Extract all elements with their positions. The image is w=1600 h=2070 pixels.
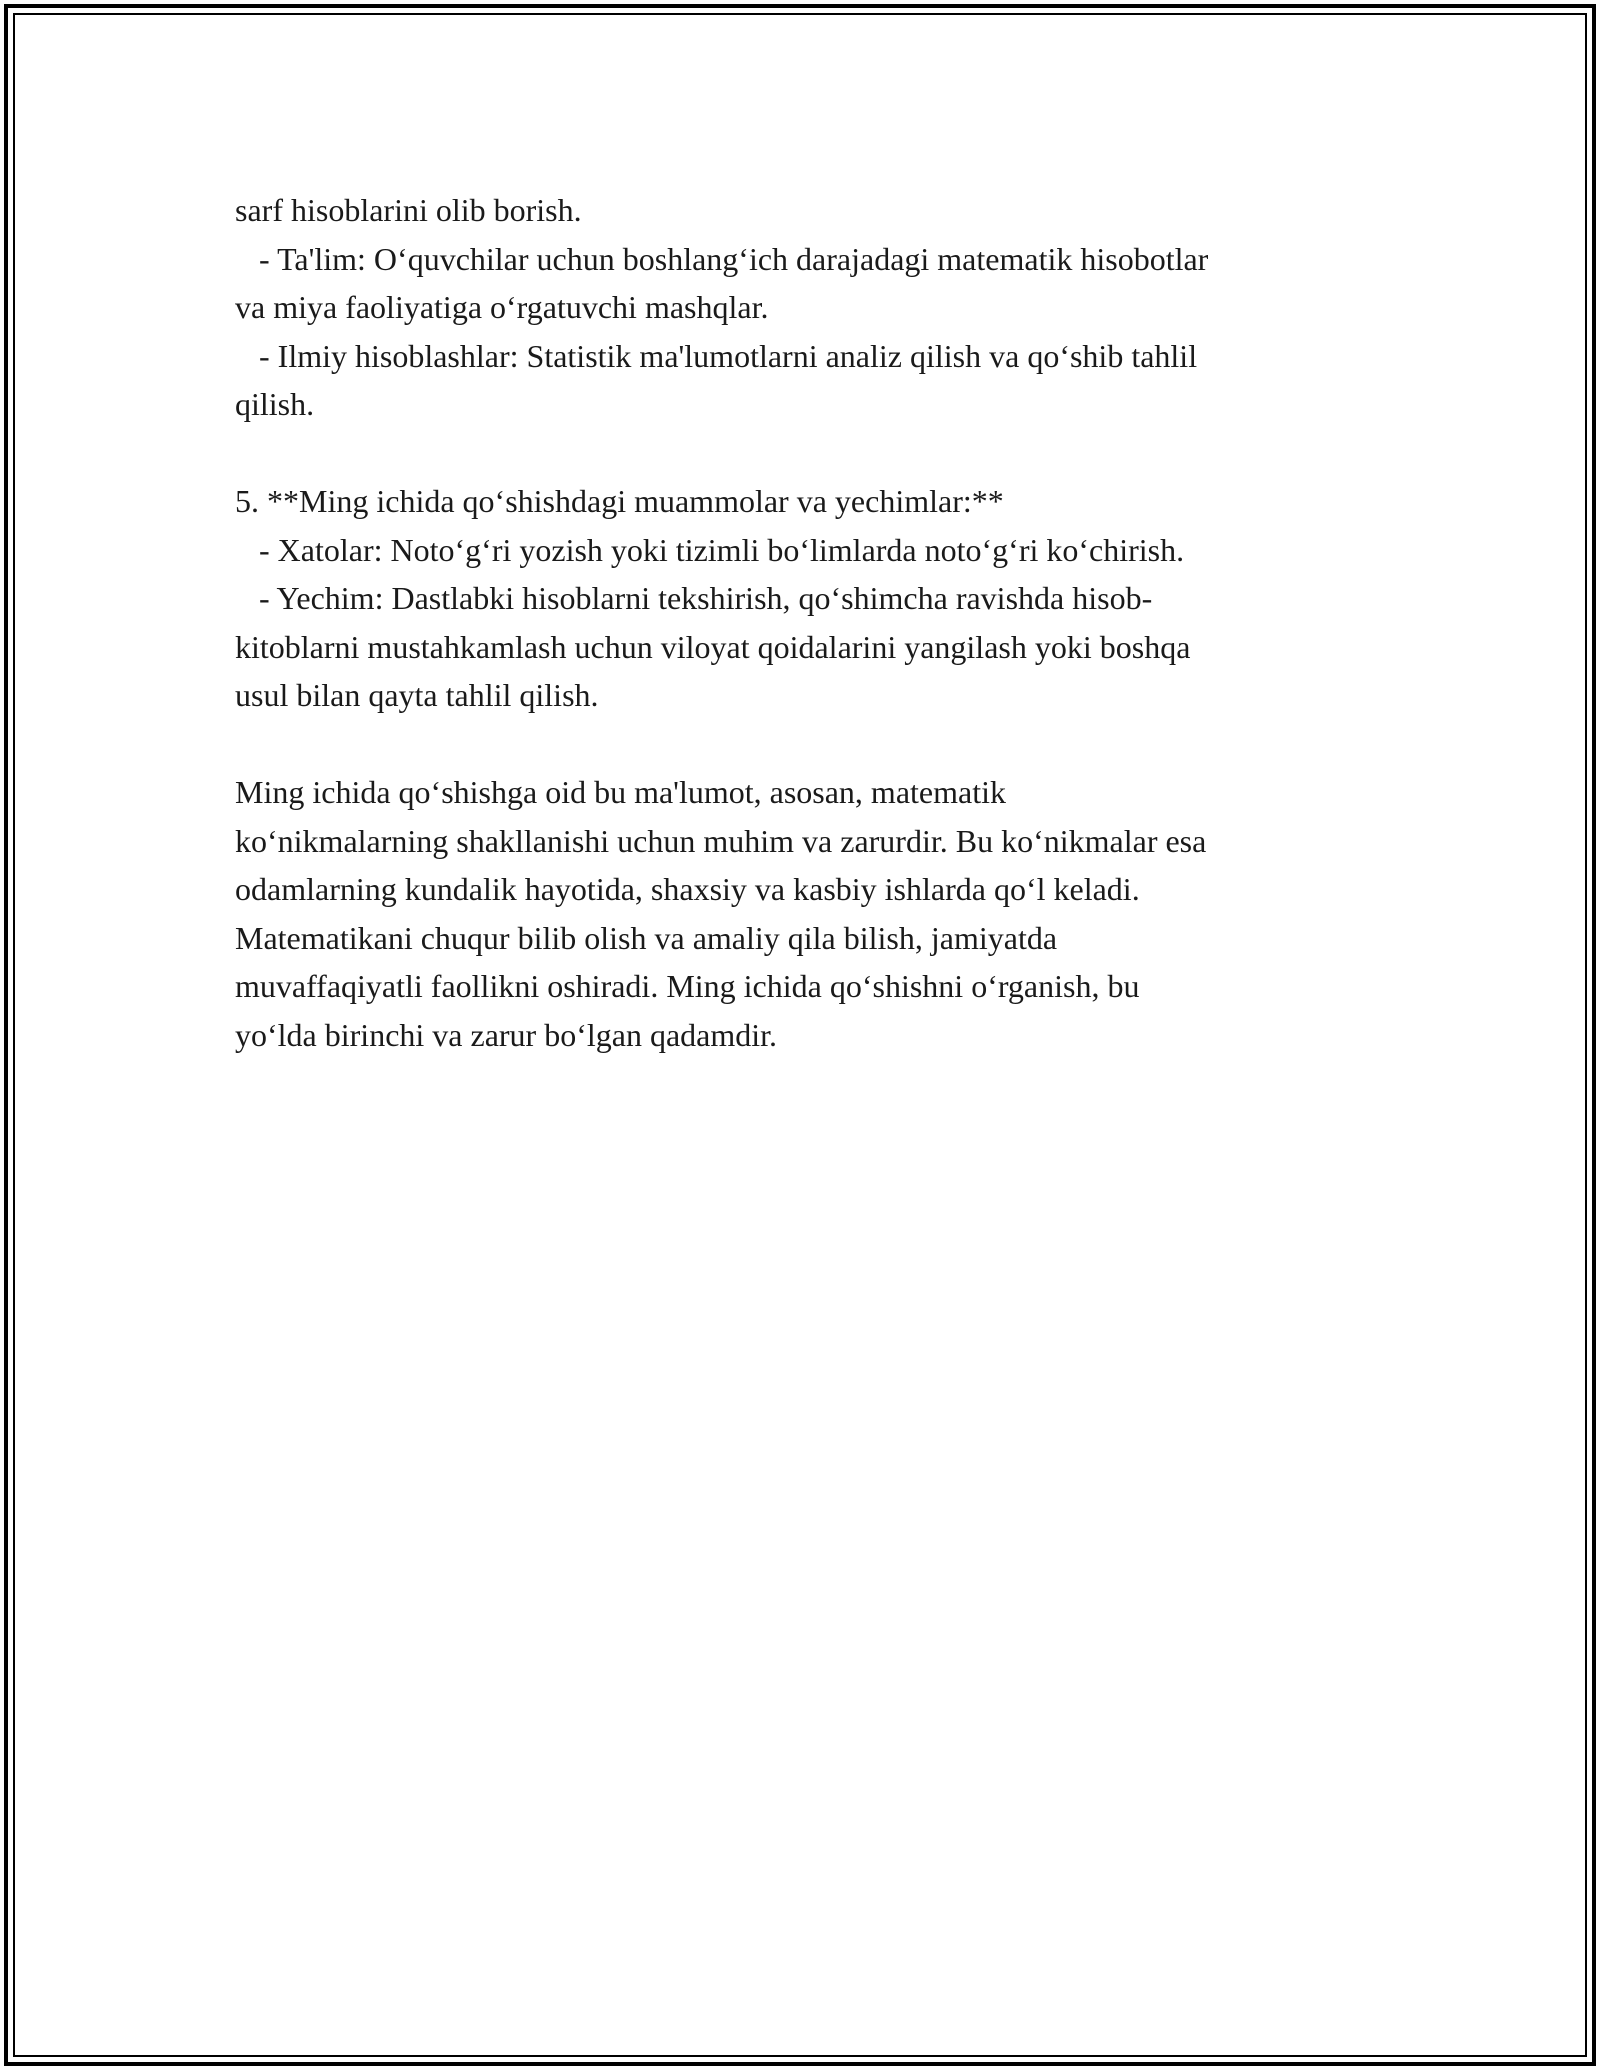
text-line: sarf hisoblarini olib borish. <box>235 192 582 228</box>
document-body <box>235 186 1375 1059</box>
text-line: Ming ichida qo‘shishga oid bu ma'lumot, asosan, matematik <box>235 774 1006 810</box>
text-line: Matematikani chuqur bilib olish va amaliy qila bilish, jamiyatda <box>235 919 1058 956</box>
text-line: yo‘lda birinchi va zarur bo‘lgan qadamdir. <box>235 1016 778 1053</box>
paragraph-gap <box>235 720 1375 769</box>
text-line: muvaffaqiyatli faollikni oshiradi. Ming ichida qo‘shishni o‘rganish, bu <box>235 968 1140 1004</box>
text-line: - Ilmiy hisoblashlar: Statistik ma'lumotlarni analiz qilish va qo‘shib tahlil <box>235 337 1198 374</box>
text-line: va miya faoliyatiga o‘rgatuvchi mashqlar. <box>235 289 769 325</box>
section-heading: 5. **Ming ichida qo‘shishdagi muammolar va yechimlar:** <box>235 483 1004 519</box>
text-line: - Xatolar: Noto‘g‘ri yozish yoki tizimli bo‘limlarda noto‘g‘ri ko‘chirish. <box>235 531 1185 568</box>
text-line: qilish. <box>235 386 315 422</box>
text-line: - Yechim: Dastlabki hisoblarni tekshirish, qo‘shimcha ravishda hisob- <box>235 580 1153 616</box>
text-line: ko‘nikmalarning shakllanishi uchun muhim va zarurdir. Bu ko‘nikmalar esa <box>235 822 1207 859</box>
text-line: usul bilan qayta tahlil qilish. <box>235 677 599 713</box>
text-line: kitoblarni mustahkamlash uchun viloyat qoidalarini yangilash yoki boshqa <box>235 628 1191 665</box>
text-line: - Ta'lim: O‘quvchilar uchun boshlang‘ich darajadagi matematik hisobotlar <box>235 240 1209 277</box>
text-line: odamlarning kundalik hayotida, shaxsiy va kasbiy ishlarda qo‘l keladi. <box>235 871 1140 907</box>
paragraph-gap <box>235 429 1375 478</box>
